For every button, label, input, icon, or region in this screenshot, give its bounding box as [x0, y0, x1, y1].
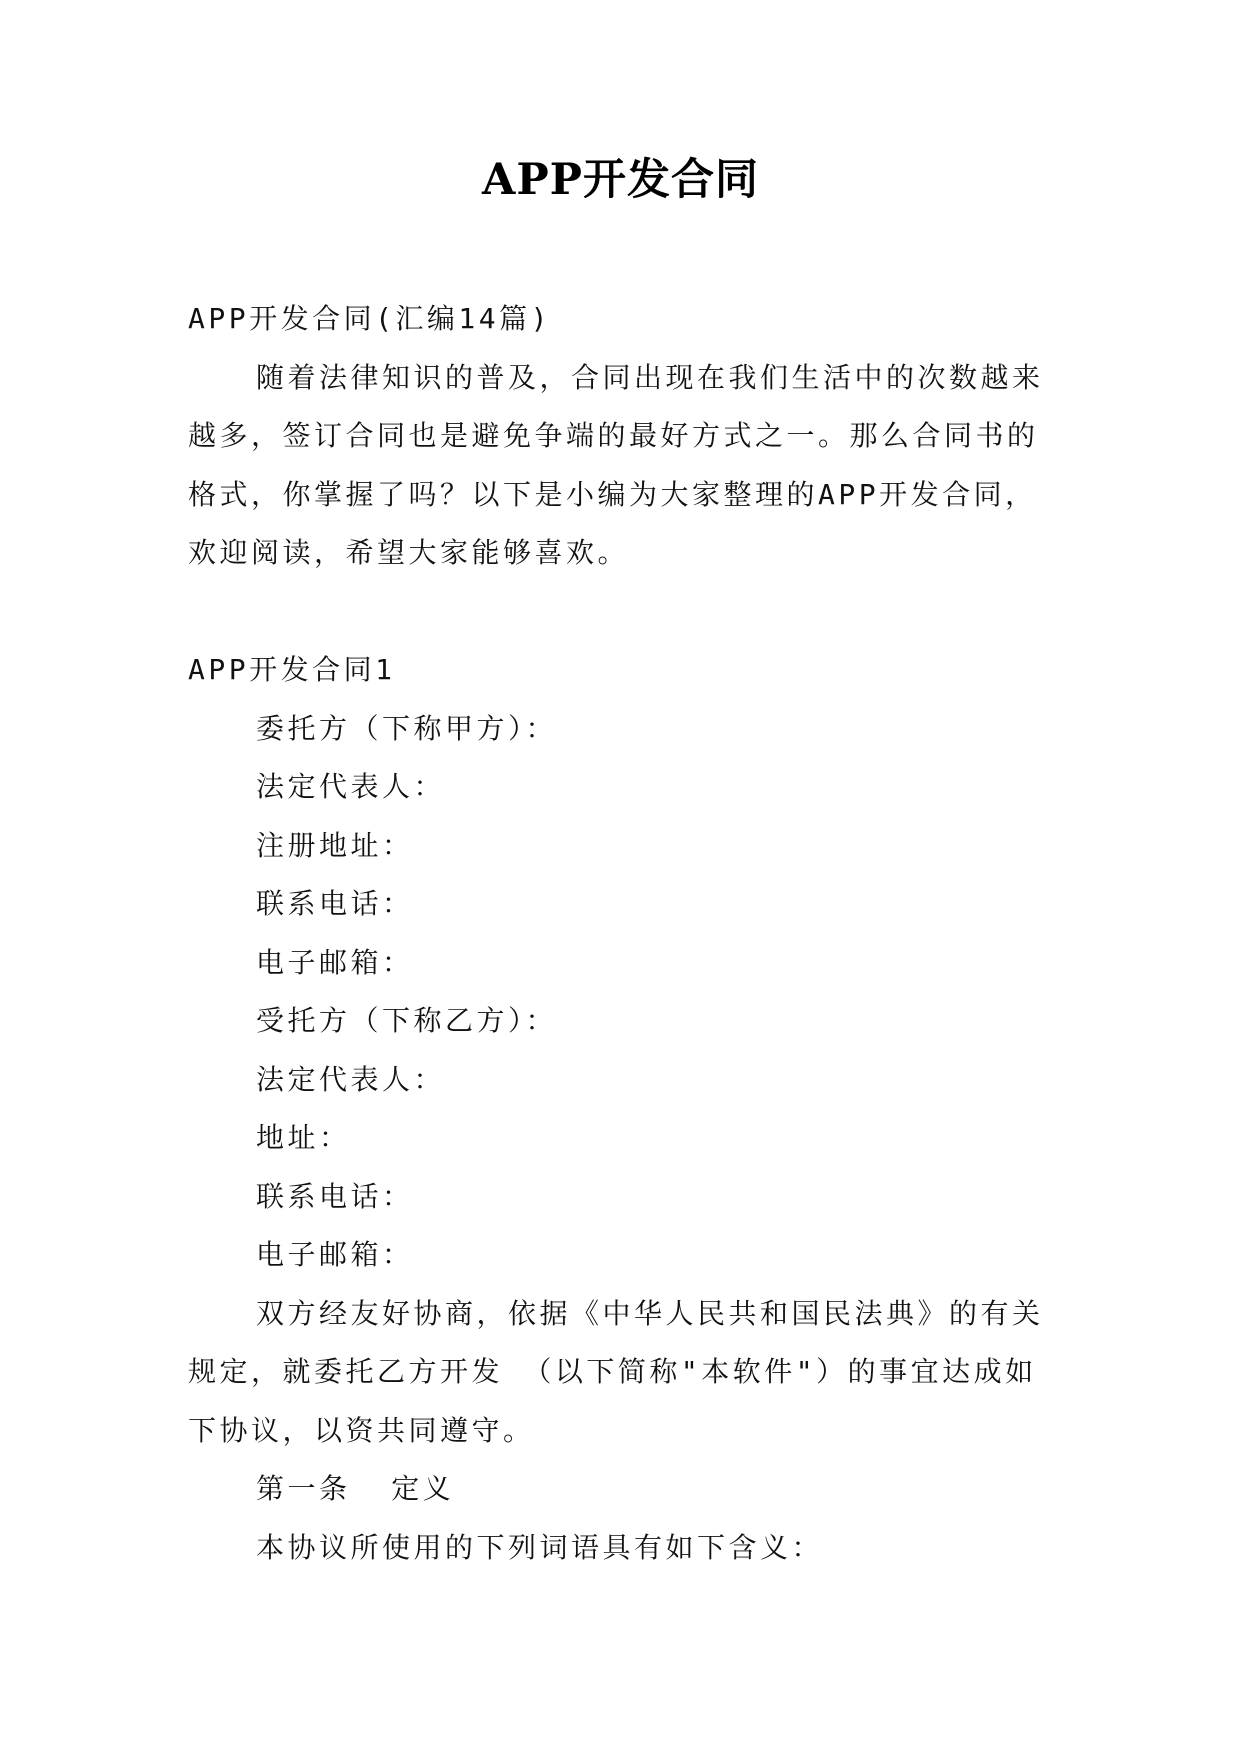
party-b-address: 地址： — [256, 1121, 351, 1154]
document-body — [188, 290, 1058, 1577]
document-title: APP开发合同 — [481, 155, 760, 205]
blank-line — [188, 583, 1058, 642]
party-b-representative: 法定代表人： — [256, 1062, 446, 1096]
intro-paragraph: 随着法律知识的普及，合同出现在我们生活中的次数越来越多，签订合同也是避免争端的最好方式之一。那么合同书的格式，你掌握了吗？以下是小编为大家整理的APP开发合同，欢迎阅读，希望大家能够喜欢。 — [188, 360, 1044, 569]
party-b-label: 受托方（下称乙方）： — [256, 1004, 558, 1037]
party-b-email: 电子邮箱： — [256, 1238, 414, 1271]
party-b-phone: 联系电话： — [256, 1179, 414, 1213]
party-a-registered-address: 注册地址： — [256, 828, 414, 862]
article-1-text: 本协议所使用的下列词语具有如下含义： — [256, 1530, 824, 1564]
party-a-phone: 联系电话： — [256, 887, 414, 920]
article-1-title: 第一条 定义 — [256, 1472, 455, 1505]
party-a-email: 电子邮箱： — [256, 945, 414, 979]
agreement-paragraph: 双方经友好协商，依据《中华人民共和国民法典》的有关规定，就委托乙方开发 （以下简称"本软件"）的事宜达成如下协议，以资共同遵守。 — [188, 1296, 1044, 1447]
party-a-label: 委托方（下称甲方）： — [256, 711, 558, 745]
document-subtitle: APP开发合同(汇编14篇) — [188, 302, 552, 335]
section-heading: APP开发合同1 — [188, 653, 396, 686]
party-a-representative: 法定代表人： — [256, 770, 446, 803]
